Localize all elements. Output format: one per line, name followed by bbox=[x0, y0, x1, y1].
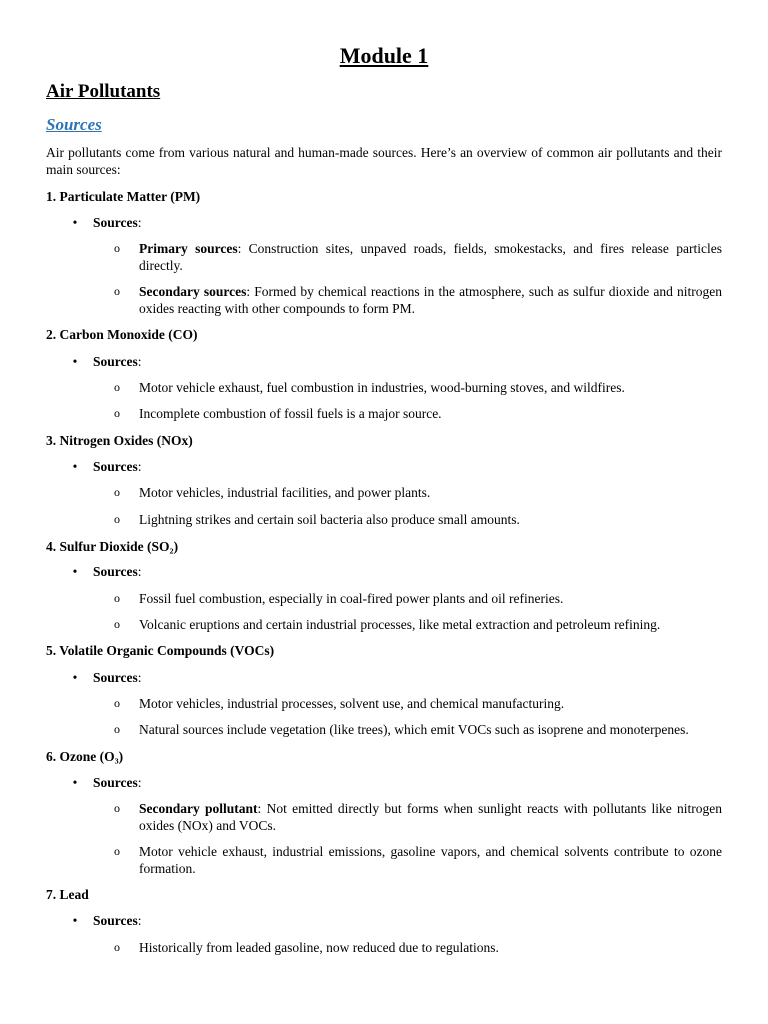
item-text: Volcanic eruptions and certain industrial processes, like metal extraction and petroleum refining. bbox=[139, 617, 661, 632]
item-text: Lightning strikes and certain soil bacteria also produce small amounts. bbox=[139, 512, 520, 527]
sub-bullet-marker: o bbox=[114, 844, 120, 858]
bullet-marker: • bbox=[72, 354, 78, 369]
sub-bullet-marker: o bbox=[114, 696, 120, 710]
pollutant-heading-lead: 7. Lead bbox=[46, 887, 89, 902]
sub-bullet-marker: o bbox=[114, 512, 120, 526]
sources-label: Sources bbox=[93, 459, 138, 474]
bullet-marker: • bbox=[72, 670, 78, 685]
list-item bbox=[114, 240, 722, 274]
sources-colon: : bbox=[137, 913, 142, 928]
bullet-marker: • bbox=[72, 459, 78, 474]
bullet-marker: • bbox=[72, 564, 78, 579]
list-item bbox=[114, 721, 722, 738]
pollutant-heading-ozone: 6. Ozone (O₃) bbox=[46, 749, 124, 764]
sources-colon: : bbox=[137, 215, 142, 230]
sources-label: Sources bbox=[93, 564, 138, 579]
pollutant-heading-nox: 3. Nitrogen Oxides (NOx) bbox=[46, 433, 193, 448]
sub-bullet-marker: o bbox=[114, 722, 120, 736]
list-item bbox=[114, 800, 722, 834]
item-term: Secondary sources bbox=[139, 284, 247, 299]
item-text: Motor vehicles, industrial facilities, and power plants. bbox=[139, 485, 431, 500]
pollutant-heading-pm: 1. Particulate Matter (PM) bbox=[46, 189, 201, 204]
list-item bbox=[114, 843, 722, 877]
sources-label: Sources bbox=[93, 670, 138, 685]
item-term: Secondary pollutant bbox=[139, 801, 258, 816]
sources-label: Sources bbox=[93, 354, 138, 369]
item-term: Primary sources bbox=[139, 241, 238, 256]
sub-bullet-marker: o bbox=[114, 380, 120, 394]
bullet-marker: • bbox=[72, 215, 78, 230]
bullet-marker: • bbox=[72, 913, 78, 928]
sub-bullet-marker: o bbox=[114, 617, 120, 631]
bullet-marker: • bbox=[72, 775, 78, 790]
section-heading-air-pollutants: Air Pollutants bbox=[46, 81, 161, 102]
list-item bbox=[114, 616, 722, 633]
item-text: Motor vehicle exhaust, industrial emissions, gasoline vapors, and chemical solvents contribute to ozone formation. bbox=[139, 844, 722, 876]
item-text: Motor vehicles, industrial processes, solvent use, and chemical manufacturing. bbox=[139, 696, 565, 711]
sources-colon: : bbox=[137, 775, 142, 790]
sub-bullet-marker: o bbox=[114, 241, 120, 255]
sub-bullet-marker: o bbox=[114, 485, 120, 499]
pollutant-heading-so2: 4. Sulfur Dioxide (SO₂) bbox=[46, 539, 179, 554]
sub-bullet-marker: o bbox=[114, 406, 120, 420]
item-text: : Not emitted directly but forms when sunlight reacts with pollutants like nitrogen oxides (NOx) and VOCs. bbox=[139, 801, 722, 833]
sub-bullet-marker: o bbox=[114, 940, 120, 954]
item-text: : Construction sites, unpaved roads, fields, smokestacks, and fires release particles directly. bbox=[139, 241, 722, 273]
sub-bullet-marker: o bbox=[114, 591, 120, 605]
sources-colon: : bbox=[137, 670, 142, 685]
list-item bbox=[114, 590, 722, 607]
item-text: Historically from leaded gasoline, now reduced due to regulations. bbox=[139, 940, 499, 955]
list-item bbox=[114, 695, 722, 712]
list-item bbox=[114, 484, 722, 501]
item-text: : Formed by chemical reactions in the atmosphere, such as sulfur dioxide and nitrogen oxides reacting with other compounds to form PM. bbox=[139, 284, 722, 316]
sources-colon: : bbox=[137, 564, 142, 579]
sources-label: Sources bbox=[93, 913, 138, 928]
subheading-sources: Sources bbox=[46, 115, 102, 134]
sub-bullet-marker: o bbox=[114, 284, 120, 298]
list-item bbox=[114, 283, 722, 317]
list-item bbox=[114, 379, 722, 396]
item-text: Fossil fuel combustion, especially in coal-fired power plants and oil refineries. bbox=[139, 591, 564, 606]
pollutant-heading-vocs: 5. Volatile Organic Compounds (VOCs) bbox=[46, 643, 275, 658]
intro-paragraph: Air pollutants come from various natural and human-made sources. Here’s an overview of common air pollutants and their main sources: bbox=[46, 145, 722, 177]
sources-label: Sources bbox=[93, 775, 138, 790]
item-text: Motor vehicle exhaust, fuel combustion in industries, wood-burning stoves, and wildfires. bbox=[139, 380, 625, 395]
item-text: Incomplete combustion of fossil fuels is a major source. bbox=[139, 406, 442, 421]
sources-colon: : bbox=[137, 354, 142, 369]
pollutant-heading-co: 2. Carbon Monoxide (CO) bbox=[46, 327, 198, 342]
list-item bbox=[114, 511, 722, 528]
sources-label: Sources bbox=[93, 215, 138, 230]
item-text: Natural sources include vegetation (like trees), which emit VOCs such as isoprene and monoterpenes. bbox=[139, 722, 689, 737]
sub-bullet-marker: o bbox=[114, 801, 120, 815]
list-item bbox=[114, 405, 722, 422]
sources-colon: : bbox=[137, 459, 142, 474]
document-title: Module 1 bbox=[339, 43, 429, 68]
list-item bbox=[114, 939, 722, 956]
